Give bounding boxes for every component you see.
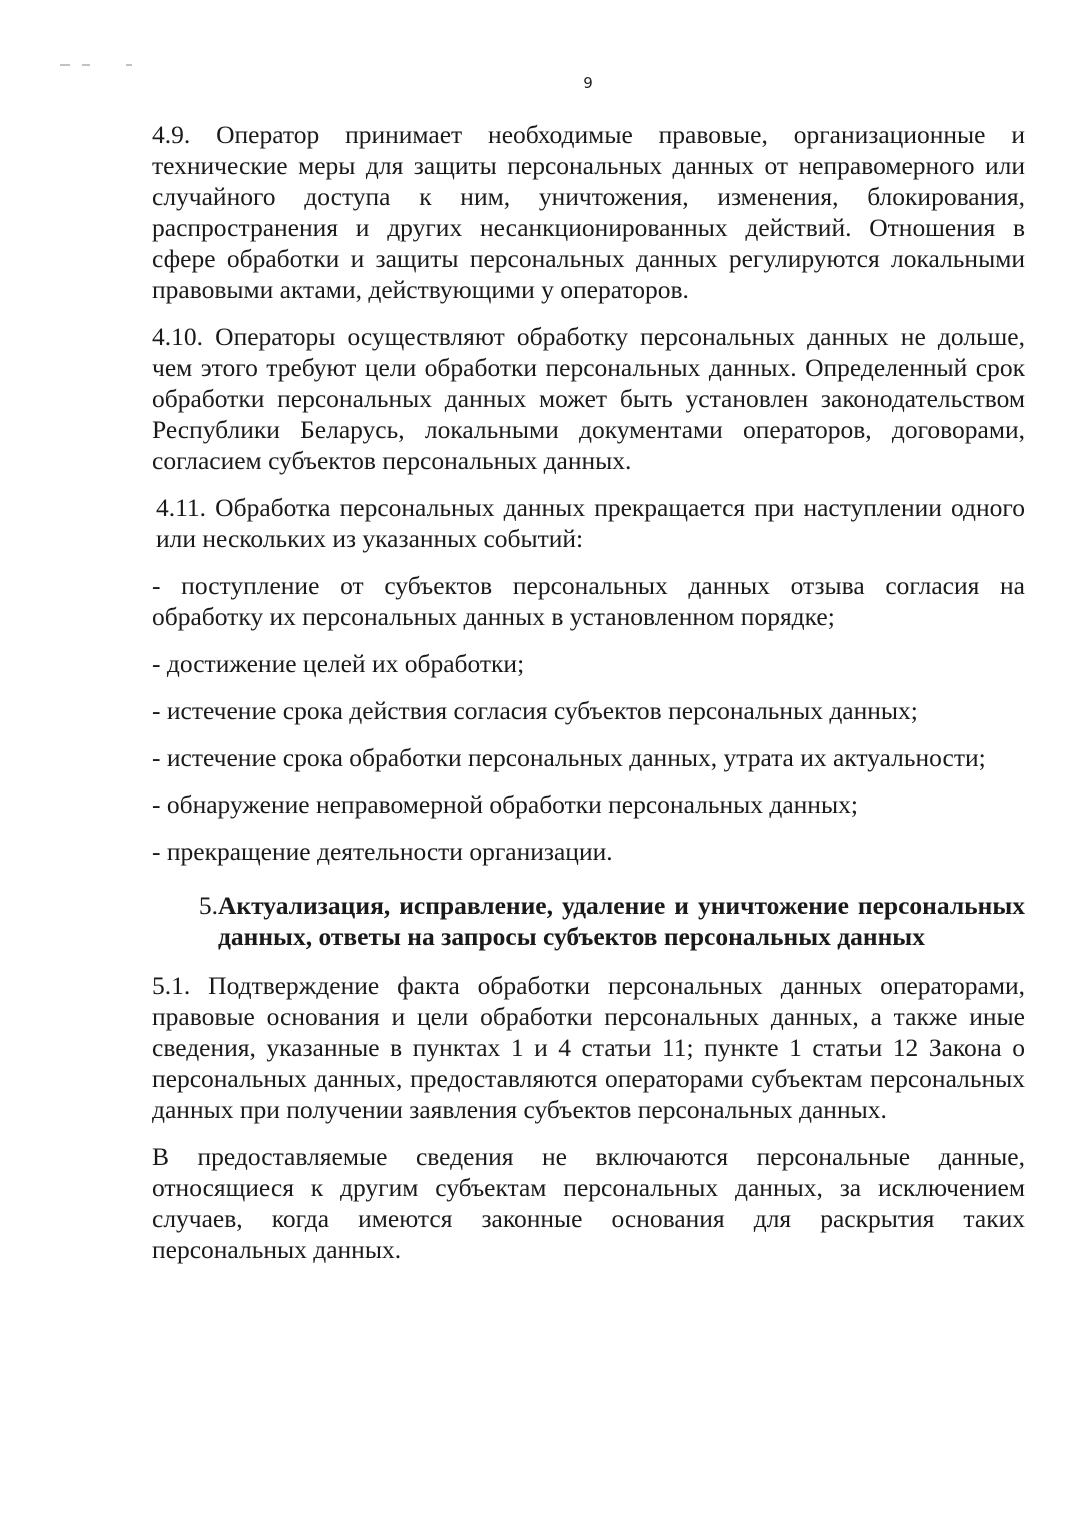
- section-heading: [152, 890, 1025, 952]
- document-body: [152, 119, 1025, 1281]
- scan-artifact: [60, 64, 140, 68]
- list-item: - прекращение деятельности организации.: [152, 837, 613, 866]
- list-item: - поступление от субъектов персональных данных отзыва согласия на обработку их персональных данных в установленном порядке;: [152, 571, 1025, 631]
- page-number: 9: [583, 74, 593, 92]
- paragraph-5-1-continued: В предоставляемые сведения не включаются персональные данные, относящиеся к другим субъектам персональных данных, за исключением случаев, когда имеются законные основания для раскрытия таких персональных данных.: [152, 1142, 1025, 1264]
- section-number: 5.: [198, 891, 218, 920]
- paragraph-4-9: 4.9. Оператор принимает необходимые правовые, организационные и технические меры для защиты персональных данных от неправомерного или случайного доступа к ним, уничтожения, изменения, блокирования, распространения и других несанкционированных действий. Отношения в сфере обработки и защиты персональных данных регулируются локальными правовыми актами, действующими у операторов.: [152, 120, 1025, 304]
- list-item: - достижение целей их обработки;: [152, 649, 525, 678]
- paragraph-4-10: 4.10. Операторы осуществляют обработку персональных данных не дольше, чем этого требуют цели обработки персональных данных. Определенный срок обработки персональных данных может быть установлен законодательством Республики Беларусь, локальными документами операторов, договорами, согласием субъектов персональных данных.: [152, 322, 1025, 475]
- list-item: - истечение срока обработки персональных данных, утрата их актуальности;: [152, 743, 986, 772]
- paragraph-4-11: 4.11. Обработка персональных данных прекращается при наступлении одного или нескольких из указанных событий:: [156, 493, 1025, 553]
- list-item: - истечение срока действия согласия субъектов персональных данных;: [152, 696, 918, 725]
- paragraph-5-1: 5.1. Подтверждение факта обработки персональных данных операторами, правовые основания и цели обработки персональных данных, а также иные сведения, указанные в пунктах 1 и 4 статьи 11; пункте 1 статьи 12 Закона о персональных данных, предоставляются операторами субъектам персональных данных при получении заявления субъектов персональных данных.: [152, 971, 1025, 1124]
- section-title: Актуализация, исправление, удаление и уничтожение персональных данных, ответы на запросы субъектов персональных данных: [218, 891, 1025, 951]
- list-item: - обнаружение неправомерной обработки персональных данных;: [152, 790, 858, 819]
